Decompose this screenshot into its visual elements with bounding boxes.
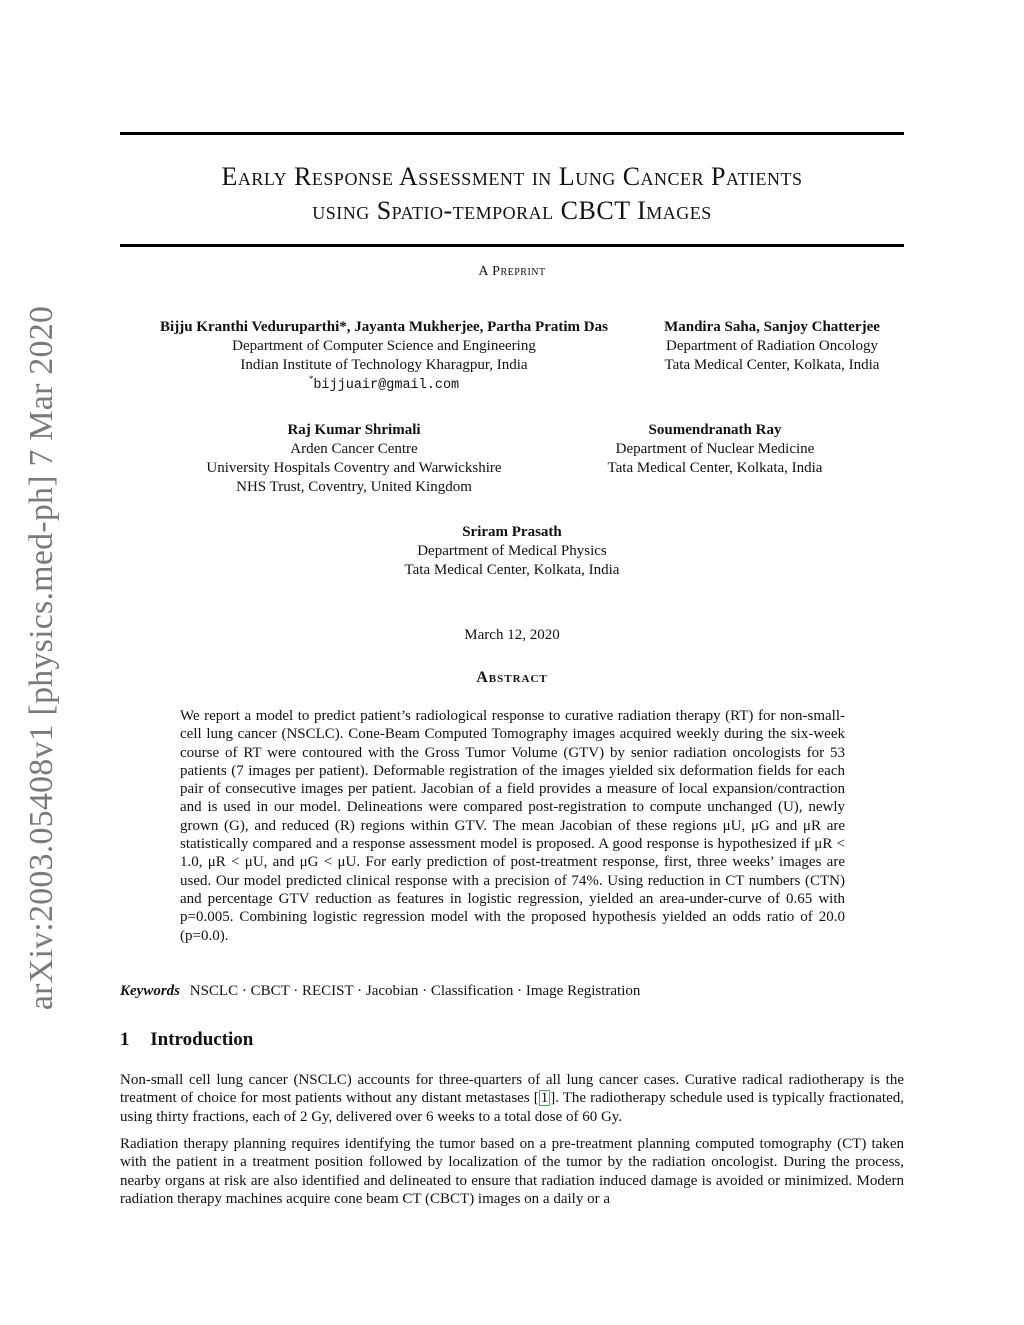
preprint-label: A Preprint xyxy=(478,264,546,279)
author-names: Mandira Saha, Sanjoy Chatterjee xyxy=(664,319,880,335)
abstract-text: We report a model to predict patient’s radiological response to curative radiation therapy (RT) for non-small-cell lung cancer (NSCLC). Cone-Beam Computed Tomography images acquired weekly during the six-week course of RT were contoured with the Gross Tumor Volume (GTV) by senior radiation oncologists for 53 patients (7 images per patient). Deformable registration of the images yielded six deformation fields for each pair of consecutive images per patient. Jacobian of a field provides a measure of local expansion/contraction and is used in our model. Delineations were compared post-registration to compute unchanged (U), newly grown (G), and reduced (R) regions within GTV. The mean Jacobian of these regions μU, μG and μR are statistically compared and a response assessment model is proposed. A good response is hypothesized if μR < 1.0, μR < μU, and μG < μU. For early prediction of post-treatment response, first, three weeks’ images are used. Our model predicted clinical response with a precision of 74%. Using reduction in CT numbers (CTN) and percentage GTV reduction as features in logistic regression, yielded an area-under-curve of 0.65 with p=0.005. Combining logistic regression model with the proposed hypothesis yielded an odds ratio of 20.0 (p=0.0). xyxy=(180,708,845,944)
author-department: Department of Medical Physics xyxy=(417,543,607,559)
author-email-line xyxy=(134,375,634,395)
paragraph-text: Non-small cell lung cancer (NSCLC) accounts for three-quarters of all lung cancer cases. Curative radical radiotherapy is the treatment of choice for most patients without any distant metastases [ xyxy=(120,1072,904,1107)
keywords-label: Keywords xyxy=(120,983,180,999)
author-block-1 xyxy=(134,318,634,395)
paper-title xyxy=(120,160,904,228)
author-institution: Indian Institute of Technology Kharagpur, India xyxy=(240,357,528,373)
author-institution: University Hospitals Coventry and Warwickshire xyxy=(206,460,502,476)
title-bottom-rule xyxy=(120,244,904,247)
abstract-heading: Abstract xyxy=(476,669,548,686)
author-block-5 xyxy=(362,523,662,580)
intro-paragraph-1 xyxy=(120,1071,904,1126)
citation-link[interactable]: 1 xyxy=(540,1090,549,1107)
author-block-3 xyxy=(180,421,528,497)
author-names: Sriram Prasath xyxy=(462,524,562,540)
author-department: Department of Computer Science and Engineering xyxy=(232,338,536,354)
keywords-list: NSCLC · CBCT · RECIST · Jacobian · Classification · Image Registration xyxy=(189,983,641,999)
arxiv-stamp xyxy=(12,300,72,1015)
section-title: Introduction xyxy=(150,1029,254,1050)
author-institution: Tata Medical Center, Kolkata, India xyxy=(664,357,880,373)
author-institution: Tata Medical Center, Kolkata, India xyxy=(607,460,823,476)
title-line-2: using Spatio-temporal CBCT Images xyxy=(312,196,712,225)
author-names: Raj Kumar Shrimali xyxy=(287,422,421,438)
author-block-2 xyxy=(646,318,898,375)
author-email[interactable]: bijjuair@gmail.com xyxy=(313,378,460,393)
paragraph-text: ]. The radiotherapy schedule used is typically fractionated, using thirty fractions, each of 2 Gy, delivered over 6 weeks to a total dose of 60 Gy. xyxy=(120,1090,904,1125)
publication-date: March 12, 2020 xyxy=(464,627,560,643)
author-institution: Tata Medical Center, Kolkata, India xyxy=(404,562,620,578)
arxiv-id: arXiv:2003.05408v1 [physics.med-ph] 7 Mar 2020 xyxy=(23,305,60,1010)
author-institution-2: NHS Trust, Coventry, United Kingdom xyxy=(236,479,472,495)
title-top-rule xyxy=(120,132,904,135)
author-block-4 xyxy=(588,421,842,478)
author-department: Arden Cancer Centre xyxy=(290,441,418,457)
intro-paragraph-2: Radiation therapy planning requires identifying the tumor based on a pre-treatment planning computed tomography (CT) taken with the patient in a treatment position followed by localization of the tumor by the radiation oncologist. During the process, nearby organs at risk are also identified and delineated to ensure that radiation induced damage is avoided or minimized. Modern radiation therapy machines acquire cone beam CT (CBCT) images on a daily or a xyxy=(120,1136,904,1207)
author-department: Department of Radiation Oncology xyxy=(665,338,879,354)
keywords xyxy=(120,983,904,1000)
section-number: 1 xyxy=(120,1029,130,1050)
section-heading-introduction xyxy=(120,1029,253,1051)
title-line-1: Early Response Assessment in Lung Cancer Patients xyxy=(221,162,803,191)
author-names: Bijju Kranthi Veduruparthi*, Jayanta Mukherjee, Partha Pratim Das xyxy=(160,319,608,335)
email-footnote-mark: * xyxy=(308,374,314,384)
author-department: Department of Nuclear Medicine xyxy=(615,441,815,457)
author-names: Soumendranath Ray xyxy=(648,422,782,438)
